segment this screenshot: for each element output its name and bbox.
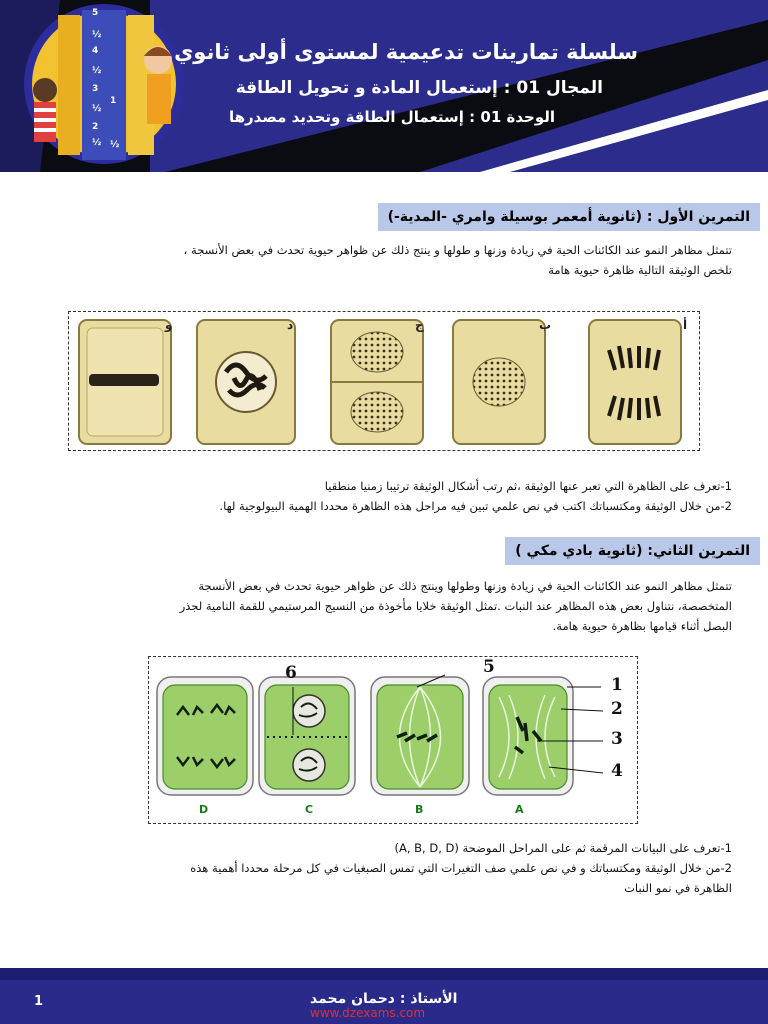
cell-interphase [453, 320, 545, 444]
cell-d [157, 677, 253, 795]
ruler-mark: 3 [92, 84, 99, 94]
exercise1-intro [32, 240, 732, 280]
exercise2-question: 1-تعرف على البيانات المرقمة ثم على المراحل الموضحة (A, B, D, D) [394, 841, 732, 855]
mitosis-figure-2 [148, 656, 638, 824]
cell-prophase [197, 320, 295, 444]
unit-title: الوحدة 01 : إستعمال الطاقة وتحديد مصدرها [229, 108, 555, 126]
cell-label: C [305, 803, 314, 816]
ruler-mark: ½ [92, 30, 102, 40]
cell-label: D [199, 803, 209, 816]
exercise2-question: 2-من خلال الوثيقة ومكتسباتك و في نص علمي صف التغيرات التي تمس الصبغيات في كل مرحلة محددا أهمية هذه [190, 861, 732, 875]
ruler-mark: ½ [92, 66, 102, 76]
exercise1-intro-line: تلخص الوثيقة التالية ظاهرة حيوية هامة [548, 263, 732, 277]
exercise2-intro-line: البصل أثناء قيامها بظاهرة حيوية هامة. [552, 619, 732, 633]
field-title: المجال 01 : إستعمال المادة و تحويل الطاقة [235, 78, 603, 98]
ruler-mark: 1 [110, 96, 117, 106]
mitosis-figure-1 [68, 311, 700, 451]
page-header [0, 0, 768, 172]
cell-anaphase [589, 320, 681, 444]
figure-label: ج [415, 318, 424, 332]
ruler-mark: 2 [92, 122, 99, 132]
ruler-mark: 5 [92, 8, 99, 18]
figure-label: و [165, 318, 173, 332]
exercise2-intro [32, 576, 732, 636]
cell-label: B [415, 803, 424, 816]
callout-number: 3 [611, 729, 623, 749]
exercise2-questions [32, 838, 732, 898]
exercise2-intro-line: تتمثل مظاهر النمو عند الكائنات الحية في زيادة وزنها وطولها وينتج ذلك عن ظواهر حيوية تحدث في بعض الأنسجة [198, 579, 732, 593]
page-number: 1 [34, 994, 44, 1009]
exercise1-intro-line: تتمثل مظاهر النمو عند الكائنات الحية في زيادة وزنها و طولها و ينتج ذلك عن ظواهر حيوية تحدث في بعض الأنسجة ، [183, 243, 732, 257]
exercise1-question: 1-تعرف على الظاهرة التي تعبر عنها الوثيقة ،ثم رتب أشكال الوثيقة ترتيبا زمنيا منطقيا [324, 479, 732, 493]
exercise2-intro-line: المتخصصة، نتناول بعض هذه المظاهر عند النبات .تمثل الوثيقة خلايا مأخوذة من النسيج المرستيمي للقمة النامية لجذر [179, 599, 732, 613]
cell-metaphase [79, 320, 171, 444]
mitosis-cells-drawing [69, 312, 699, 450]
cell-telophase [331, 320, 423, 444]
figure-label: أ [683, 318, 688, 332]
ruler-mark: ½ [110, 140, 120, 150]
cell-label: A [515, 803, 524, 816]
exercise2-title: التمرين الثاني: (ثانوية بادي مكي ) [505, 537, 760, 565]
site-watermark[interactable]: www.dzexams.com [310, 1006, 426, 1020]
exercise2-question: الظاهرة في نمو النبات [624, 881, 732, 895]
footer-accent [0, 968, 768, 980]
exercise1-questions [32, 476, 732, 516]
callout-number: 1 [611, 675, 623, 695]
cell-a [483, 677, 603, 795]
ruler-mark: ½ [92, 104, 102, 114]
series-title: سلسلة تمارينات تدعيمية لمستوى أولى ثانوي [174, 40, 638, 64]
ruler-mark: ½ [92, 138, 102, 148]
callout-number: 6 [285, 663, 297, 683]
ruler-mark: 4 [92, 46, 99, 56]
teacher-name: الأستاذ : دحمان محمد [310, 991, 458, 1007]
exercise1-question: 2-من خلال الوثيقة ومكتسباتك اكتب في نص علمي تبين فيه مراحل هذه الظاهرة محددا الهمية البيولوجية لها. [219, 499, 732, 513]
callout-number: 4 [611, 761, 623, 781]
exercise1-title: التمرين الأول : (ثانوية أمعمر بوسيلة وامري -المدية-) [378, 203, 760, 231]
callout-number: 5 [483, 657, 495, 677]
cell-b [371, 675, 469, 795]
onion-root-cells-drawing [149, 657, 637, 823]
figure-label: د [287, 318, 294, 332]
callout-number: 2 [611, 699, 623, 719]
cell-c [259, 677, 355, 795]
figure-label: ب [539, 318, 552, 332]
